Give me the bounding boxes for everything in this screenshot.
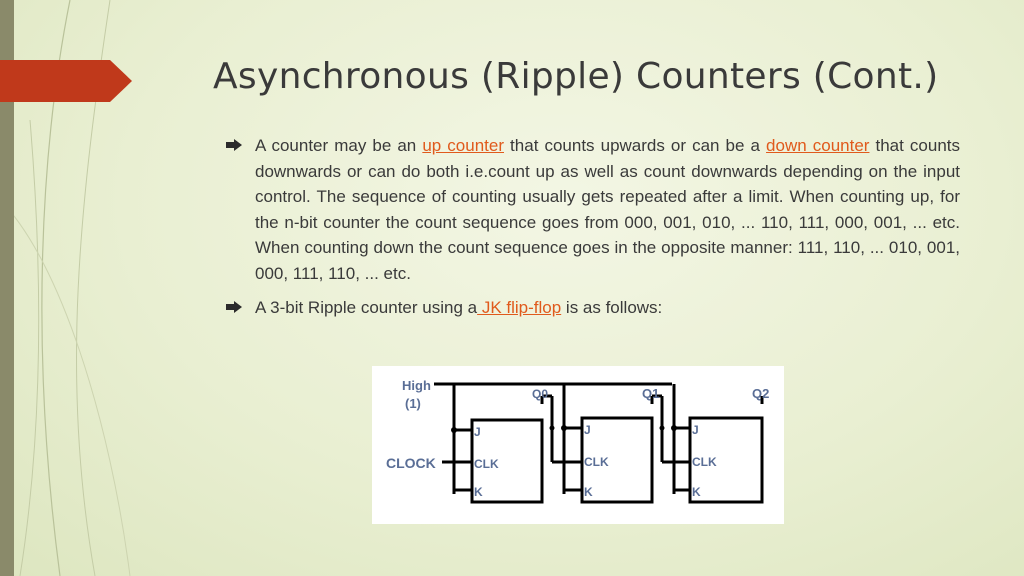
bullet-item-ripple-counter xyxy=(226,295,960,321)
bullet1-text-c: that counts downwards or can do both i.e.count up as well as count downwards depending on the input control. The sequence of counting usually gets repeated after a limit. When counting up, for the n-bit counter the count sequence goes from 000, 001, 010, ... 110, 111, 000, 001, ... etc. When counting down the count sequence goes in the opposite manner: 111, 110, ... 010, 001, 000, 111, 110, ... etc. xyxy=(255,136,961,283)
ff1-j-label: J xyxy=(584,423,591,437)
q1-label: Q1 xyxy=(642,386,660,401)
slide-title: Asynchronous (Ripple) Counters (Cont.) xyxy=(213,56,939,97)
title-accent-tab xyxy=(0,60,132,102)
q0-label: Q0 xyxy=(532,387,549,401)
clock-label: CLOCK xyxy=(386,455,436,471)
arrow-bullet-icon xyxy=(226,139,242,151)
high-value-label: (1) xyxy=(405,396,421,411)
ff2-j-label: J xyxy=(692,423,699,437)
bullet-list xyxy=(226,133,960,321)
ripple-counter-diagram xyxy=(372,366,784,524)
up-counter-link[interactable]: up counter xyxy=(422,136,504,155)
bullet2-text-b: is as follows: xyxy=(561,298,663,317)
ff1-clk-label: CLK xyxy=(584,455,609,469)
ff0-clk-label: CLK xyxy=(474,457,499,471)
bullet2-text-a: A 3-bit Ripple counter using a xyxy=(255,298,478,317)
bullet1-text-b: that counts upwards or can be a xyxy=(504,136,767,155)
q2-label: Q2 xyxy=(752,386,770,401)
arrow-bullet-icon xyxy=(226,301,242,313)
ff2-clk-label: CLK xyxy=(692,455,717,469)
jk-flip-flop-link[interactable]: JK flip-flop xyxy=(477,298,562,317)
ff0-j-label: J xyxy=(474,425,481,439)
ff0-k-label: K xyxy=(474,485,483,499)
bullet-item-counter-description xyxy=(226,133,960,286)
high-label: High xyxy=(402,378,431,393)
bullet1-text-a: A counter may be an xyxy=(255,136,423,155)
down-counter-link[interactable]: down counter xyxy=(766,136,870,155)
ff2-k-label: K xyxy=(692,485,701,499)
ff1-k-label: K xyxy=(584,485,593,499)
